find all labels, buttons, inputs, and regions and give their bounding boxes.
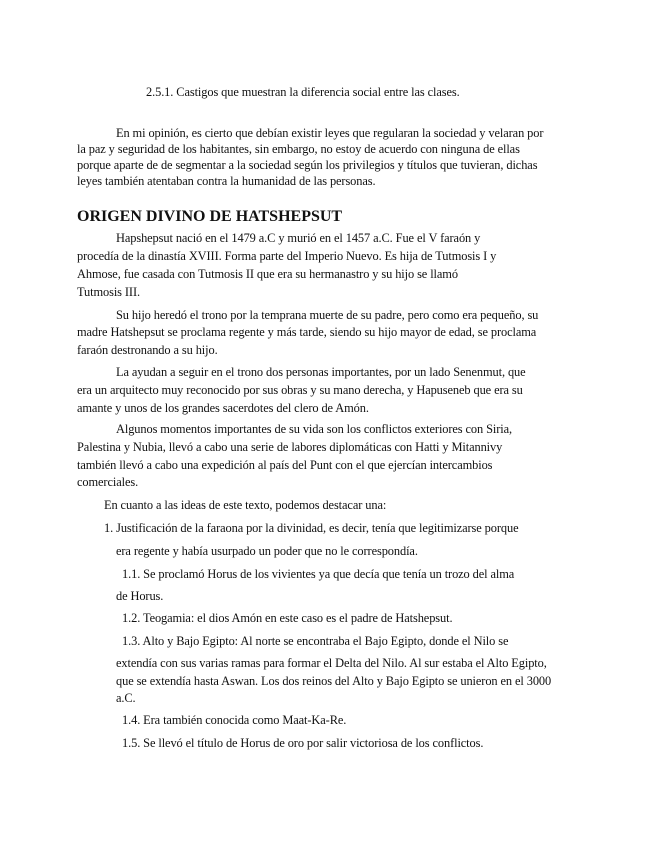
text-line: de Horus. xyxy=(116,589,164,603)
text-line: Hapshepsut nació en el 1479 a.C y murió en el 1457 a.C. Fue el V faraón y xyxy=(116,231,481,245)
text-line: En mi opinión, es cierto que debían existir leyes que regularan la sociedad y velaran por xyxy=(116,126,544,140)
text-line: era un arquitecto muy reconocido por sus obras y su mano derecha, y Hapuseneb que era su xyxy=(77,383,523,397)
list-item: 1.4. Era también conocida como Maat-Ka-Re. xyxy=(122,713,347,727)
text-line: leyes también atentaban contra la humanidad de las personas. xyxy=(77,174,376,188)
text-line: extendía con sus varias ramas para formar el Delta del Nilo. Al sur estaba el Alto Egipto, xyxy=(116,656,547,670)
subsection-heading: 2.5.1. Castigos que muestran la diferencia social entre las clases. xyxy=(146,85,460,99)
text-line: Tutmosis III. xyxy=(77,285,140,299)
list-item: 1.2. Teogamia: el dios Amón en este caso es el padre de Hatshepsut. xyxy=(122,611,453,625)
text-line: faraón destronando a su hijo. xyxy=(77,343,218,357)
text-line: Ahmose, fue casada con Tutmosis II que era su hermanastro y su hijo se llamó xyxy=(77,267,458,281)
ideas-intro: En cuanto a las ideas de este texto, podemos destacar una: xyxy=(104,498,387,512)
text-line: Palestina y Nubia, llevó a cabo una serie de labores diplomáticas con Hatti y Mitannivy xyxy=(77,440,503,454)
text-line: Algunos momentos importantes de su vida son los conflictos exteriores con Siria, xyxy=(116,422,513,436)
text-line: madre Hatshepsut se proclama regente y más tarde, siendo su hijo mayor de edad, se proclama xyxy=(77,325,537,339)
text-line: amante y unos de los grandes sacerdotes del clero de Amón. xyxy=(77,401,369,415)
text-line: 1. Justificación de la faraona por la divinidad, es decir, tenía que legitimizarse porque xyxy=(104,521,519,535)
text-line: 1.1. Se proclamó Horus de los vivientes ya que decía que tenía un trozo del alma xyxy=(122,567,515,581)
text-line: porque aparte de de segmentar a la sociedad según los privilegios y títulos que tuvieran, dichas xyxy=(77,158,538,172)
section-heading: ORIGEN DIVINO DE HATSHEPSUT xyxy=(77,208,343,225)
text-line: Su hijo heredó el trono por la temprana muerte de su padre, pero como era pequeño, su xyxy=(116,308,539,322)
list-item: 1.5. Se llevó el título de Horus de oro por salir victoriosa de los conflictos. xyxy=(122,736,484,750)
text-line: 1.3. Alto y Bajo Egipto: Al norte se encontraba el Bajo Egipto, donde el Nilo se xyxy=(122,634,509,648)
text-line: que se extendía hasta Aswan. Los dos reinos del Alto y Bajo Egipto se unieron en el 3000 xyxy=(116,674,552,688)
text-line: también llevó a cabo una expedición al país del Punt con el que ejercían intercambios xyxy=(77,458,493,472)
text-line: procedía de la dinastía XVIII. Forma parte del Imperio Nuevo. Es hija de Tutmosis I y xyxy=(77,249,497,263)
text-line: comerciales. xyxy=(77,475,139,489)
text-line: La ayudan a seguir en el trono dos personas importantes, por un lado Senenmut, que xyxy=(116,365,526,379)
text-line: a.C. xyxy=(116,691,136,705)
text-line: era regente y había usurpado un poder que no le correspondía. xyxy=(116,544,418,558)
text-line: la paz y seguridad de los habitantes, sin embargo, no estoy de acuerdo con ninguna de ellas xyxy=(77,142,520,156)
